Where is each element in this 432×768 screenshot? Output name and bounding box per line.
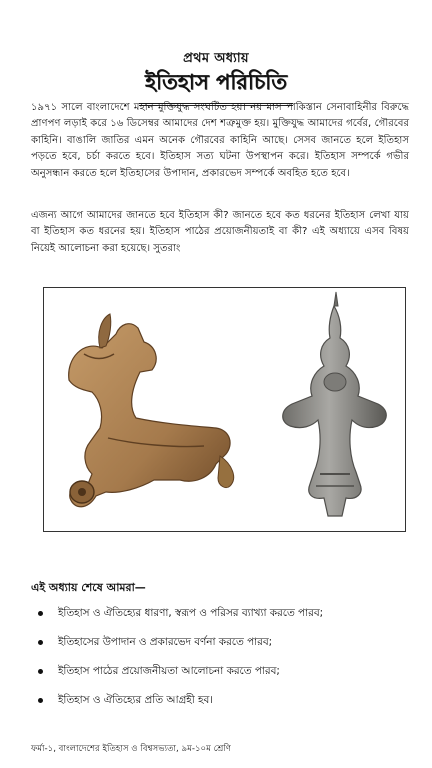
artifact-photo: [43, 287, 406, 532]
objectives-heading: এই অধ্যায় শেষে আমরা—: [31, 581, 146, 594]
objective-item: [38, 664, 408, 693]
idol-crown-tip: [334, 292, 338, 306]
objective-item: [38, 635, 408, 664]
objective-text: ইতিহাস পাঠের প্রয়োজনীয়তা আলোচনা করতে পারব;: [58, 665, 280, 677]
terracotta-horse-figurine: [69, 314, 234, 507]
chapter-label: প্রথম অধ্যায়: [183, 51, 249, 66]
artifact-illustration: [44, 288, 405, 531]
chapter-title: ইতিহাস পরিচিতি: [139, 66, 293, 106]
stone-idol-figurine: [283, 292, 387, 516]
intro-paragraph: ১৯৭১ সালে বাংলাদেশে মহান মুক্তিযুদ্ধ সংঘটিত হয়। নয় মাস পাকিস্তান সেনাবাহিনীর বিরুদ্ধে প্রাণপণ লড়াই করে ১৬ ডিসেম্বর আমাদের দেশ শত্রুমুক্ত হয়। মুক্তিযুদ্ধ আমাদের গর্বের, গৌরবের কাহিনি। বাঙালি জাতির এমন অনেক গৌরবের কাহিনি আছে। সেসব জানতে হলে ইতিহাস পড়তে হবে, চর্চা করতে হবে। ইতিহাস সত্য ঘটনা উপস্থাপন করে। ইতিহাস সম্পর্কে গভীর অনুসন্ধান করতে হলে ইতিহাসের উপাদান, প্রকারভেদ সম্পর্কে অবহিত হতে হবে।: [31, 102, 409, 179]
objective-item: [38, 606, 408, 635]
objective-text: ইতিহাস ও ঐতিহ্যের প্রতি আগ্রহী হব।: [58, 694, 213, 706]
horse-body: [69, 324, 230, 507]
horse-wheel-axle: [78, 488, 86, 496]
bullet-icon: [38, 611, 43, 616]
objective-item: [38, 693, 408, 722]
horse-tail: [218, 456, 234, 488]
bullet-icon: [38, 698, 43, 703]
question-paragraph: এজন্য আগে আমাদের জানতে হবে ইতিহাস কী? জানতে হবে কত ধরনের ইতিহাস লেখা যায় বা ইতিহাস কত ধরনের হয়। ইতিহাস পাঠের প্রয়োজনীয়তাই বা কী? এই অধ্যায়ে এসব বিষয় নিয়েই আলোচনা করা হয়েছে। সুতরাং: [31, 210, 409, 254]
objective-text: ইতিহাস ও ঐতিহ্যের ধারণা, স্বরূপ ও পরিসর ব্যাখ্যা করতে পারব;: [58, 607, 324, 619]
objective-text: ইতিহাসের উপাদান ও প্রকারভেদ বর্ণনা করতে পারব;: [58, 636, 273, 648]
objectives-list: [38, 606, 408, 722]
idol-face: [324, 373, 346, 391]
bullet-icon: [38, 669, 43, 674]
bullet-icon: [38, 640, 43, 645]
page-footer: ফর্মা-১, বাংলাদেশের ইতিহাস ও বিশ্বসভ্যতা, ৯ম-১০ম শ্রেণি: [31, 744, 231, 754]
idol-body: [283, 306, 387, 516]
